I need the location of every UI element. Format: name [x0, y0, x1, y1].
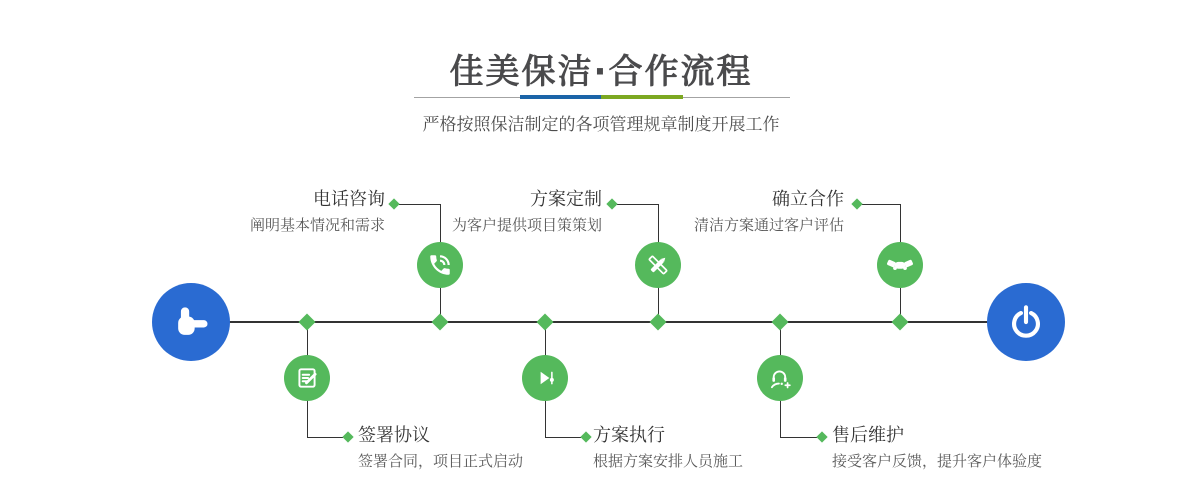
end-node — [987, 283, 1065, 361]
step-desc: 接受客户反馈，提升客户体验度 — [832, 451, 1043, 470]
label-diamond — [851, 198, 862, 209]
label-diamond — [388, 198, 399, 209]
step-label-phone-consult — [250, 190, 385, 234]
phone-icon — [427, 252, 453, 278]
handshake-icon — [885, 250, 915, 280]
step-label-establish-cooperation — [694, 190, 844, 234]
step-title: 方案定制 — [530, 189, 602, 210]
step-label-plan-execute — [593, 426, 743, 470]
step-desc: 阐明基本情况和需求 — [249, 215, 385, 234]
label-diamond — [816, 431, 827, 442]
step-desc: 清洁方案通过客户评估 — [693, 215, 844, 234]
power-icon — [1004, 300, 1048, 344]
step-label-sign-agreement — [358, 426, 523, 470]
play-execute-icon — [530, 363, 560, 393]
label-diamond — [606, 198, 617, 209]
title-divider-blue-segment — [520, 95, 601, 99]
step-title: 确立合作 — [772, 189, 844, 210]
step-title: 售后维护 — [832, 425, 904, 446]
step-title: 签署协议 — [358, 425, 430, 446]
headset-service-icon — [767, 365, 793, 391]
step-node-establish-cooperation — [877, 242, 923, 288]
pencil-ruler-icon — [645, 252, 671, 278]
step-node-phone-consult — [417, 242, 463, 288]
step-title: 电话咨询 — [313, 189, 385, 210]
step-label-after-sales — [832, 426, 1042, 470]
step-title: 方案执行 — [593, 425, 665, 446]
step-node-plan-customize — [635, 242, 681, 288]
step-label-plan-customize — [452, 190, 602, 234]
step-desc: 根据方案安排人员施工 — [593, 451, 744, 470]
label-diamond — [342, 431, 353, 442]
pointing-hand-icon — [169, 300, 213, 344]
contract-sign-icon — [294, 365, 320, 391]
page-subtitle: 严格按照保洁制定的各项管理规章制度开展工作 — [422, 115, 780, 135]
step-node-after-sales — [757, 355, 803, 401]
step-desc: 签署合同，项目正式启动 — [358, 451, 524, 470]
title-divider-green-segment — [601, 95, 683, 99]
start-node — [152, 283, 230, 361]
step-desc: 为客户提供项目策策划 — [451, 215, 602, 234]
step-node-plan-execute — [522, 355, 568, 401]
page-title: 佳美保洁·合作流程 — [449, 52, 753, 92]
step-node-sign-agreement — [284, 355, 330, 401]
label-diamond — [580, 431, 591, 442]
